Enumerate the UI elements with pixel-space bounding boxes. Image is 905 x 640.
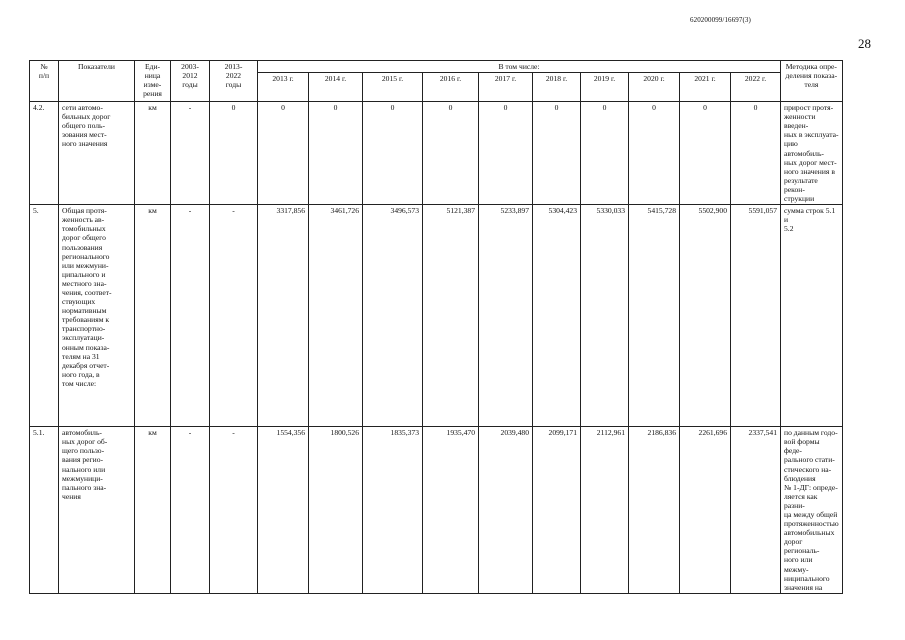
row-method: по данным годо- вой формы феде- рального стати- стического на- блюдения № 1-ДГ: опреде- ляется как разни- ца между общей протяженностью автомобильных дорог региональ- ного или межму- ниципального значения на: [781, 427, 843, 594]
row-value: 0: [629, 102, 680, 205]
row-period-2013-2022: -: [210, 427, 258, 594]
header-method: Методика опре- деления показа- теля: [781, 61, 843, 102]
row-value: 2099,171: [533, 427, 581, 594]
row-period-2003-2012: -: [171, 427, 210, 594]
header-year: 2015 г.: [363, 73, 423, 102]
row-value: 5591,057: [731, 205, 781, 427]
header-indicators: Показатели: [59, 61, 135, 102]
row-period-2013-2022: 0: [210, 102, 258, 205]
row-value: 0: [309, 102, 363, 205]
header-year: 2019 г.: [581, 73, 629, 102]
row-value: 5233,897: [479, 205, 533, 427]
row-value: 5304,423: [533, 205, 581, 427]
row-value: 1554,356: [258, 427, 309, 594]
header-num: № п/п: [30, 61, 59, 102]
row-value: 0: [680, 102, 731, 205]
header-including: В том числе:: [258, 61, 781, 73]
row-value: 0: [423, 102, 479, 205]
document-id: 620200099/16697(3): [690, 16, 751, 24]
row-number: 4.2.: [30, 102, 59, 205]
row-unit: км: [135, 427, 171, 594]
row-value: 0: [533, 102, 581, 205]
row-value: 0: [479, 102, 533, 205]
row-number: 5.: [30, 205, 59, 427]
row-period-2013-2022: -: [210, 205, 258, 427]
row-unit: км: [135, 205, 171, 427]
row-value: 2337,541: [731, 427, 781, 594]
table-row: [30, 427, 843, 594]
indicators-table: [29, 60, 843, 594]
row-value: 1935,470: [423, 427, 479, 594]
header-year: 2013 г.: [258, 73, 309, 102]
row-value: 0: [363, 102, 423, 205]
row-value: 5415,728: [629, 205, 680, 427]
header-year: 2014 г.: [309, 73, 363, 102]
row-unit: км: [135, 102, 171, 205]
header-year: 2016 г.: [423, 73, 479, 102]
row-number: 5.1.: [30, 427, 59, 594]
row-period-2003-2012: -: [171, 102, 210, 205]
row-value: 2261,696: [680, 427, 731, 594]
row-value: 2112,961: [581, 427, 629, 594]
header-unit: Еди- ница изме- рения: [135, 61, 171, 102]
header-year: 2018 г.: [533, 73, 581, 102]
header-year: 2020 г.: [629, 73, 680, 102]
row-indicator: сети автомо- бильных дорог общего поль- зования мест- ного значения: [59, 102, 135, 205]
row-value: 3317,856: [258, 205, 309, 427]
row-indicator: автомобиль- ных дорог об- щего пользо- вания регио- нального или межмуници- пального зна- чения: [59, 427, 135, 594]
row-value: 2186,836: [629, 427, 680, 594]
row-value: 5330,033: [581, 205, 629, 427]
row-indicator: Общая протя- женность ав- томобильных дорог общего пользования регионального или межмуни- ципального и местного зна- чения, соответ- ствующих нормативным требованиям к транспортно- эксплуатаци- онным показа- телям на 31 декабря отчет- ного года, в том числе:: [59, 205, 135, 427]
row-value: 5502,900: [680, 205, 731, 427]
row-value: 5121,387: [423, 205, 479, 427]
table-row: [30, 205, 843, 427]
row-value: 3461,726: [309, 205, 363, 427]
header-year: 2022 г.: [731, 73, 781, 102]
row-value: 0: [731, 102, 781, 205]
row-value: 1835,373: [363, 427, 423, 594]
header-year: 2017 г.: [479, 73, 533, 102]
header-year: 2021 г.: [680, 73, 731, 102]
header-period-2003-2012: 2003- 2012 годы: [171, 61, 210, 102]
row-value: 2039,480: [479, 427, 533, 594]
row-method: прирост протя- женности введен- ных в эксплуата- цию автомобиль- ных дорог мест- ного значения в результате рекон- струкции: [781, 102, 843, 205]
page-number: 28: [858, 36, 871, 51]
row-value: 3496,573: [363, 205, 423, 427]
row-value: 1800,526: [309, 427, 363, 594]
row-value: 0: [258, 102, 309, 205]
row-value: 0: [581, 102, 629, 205]
table-row: [30, 102, 843, 205]
row-period-2003-2012: -: [171, 205, 210, 427]
row-method: сумма строк 5.1 и 5.2: [781, 205, 843, 427]
header-period-2013-2022: 2013- 2022 годы: [210, 61, 258, 102]
